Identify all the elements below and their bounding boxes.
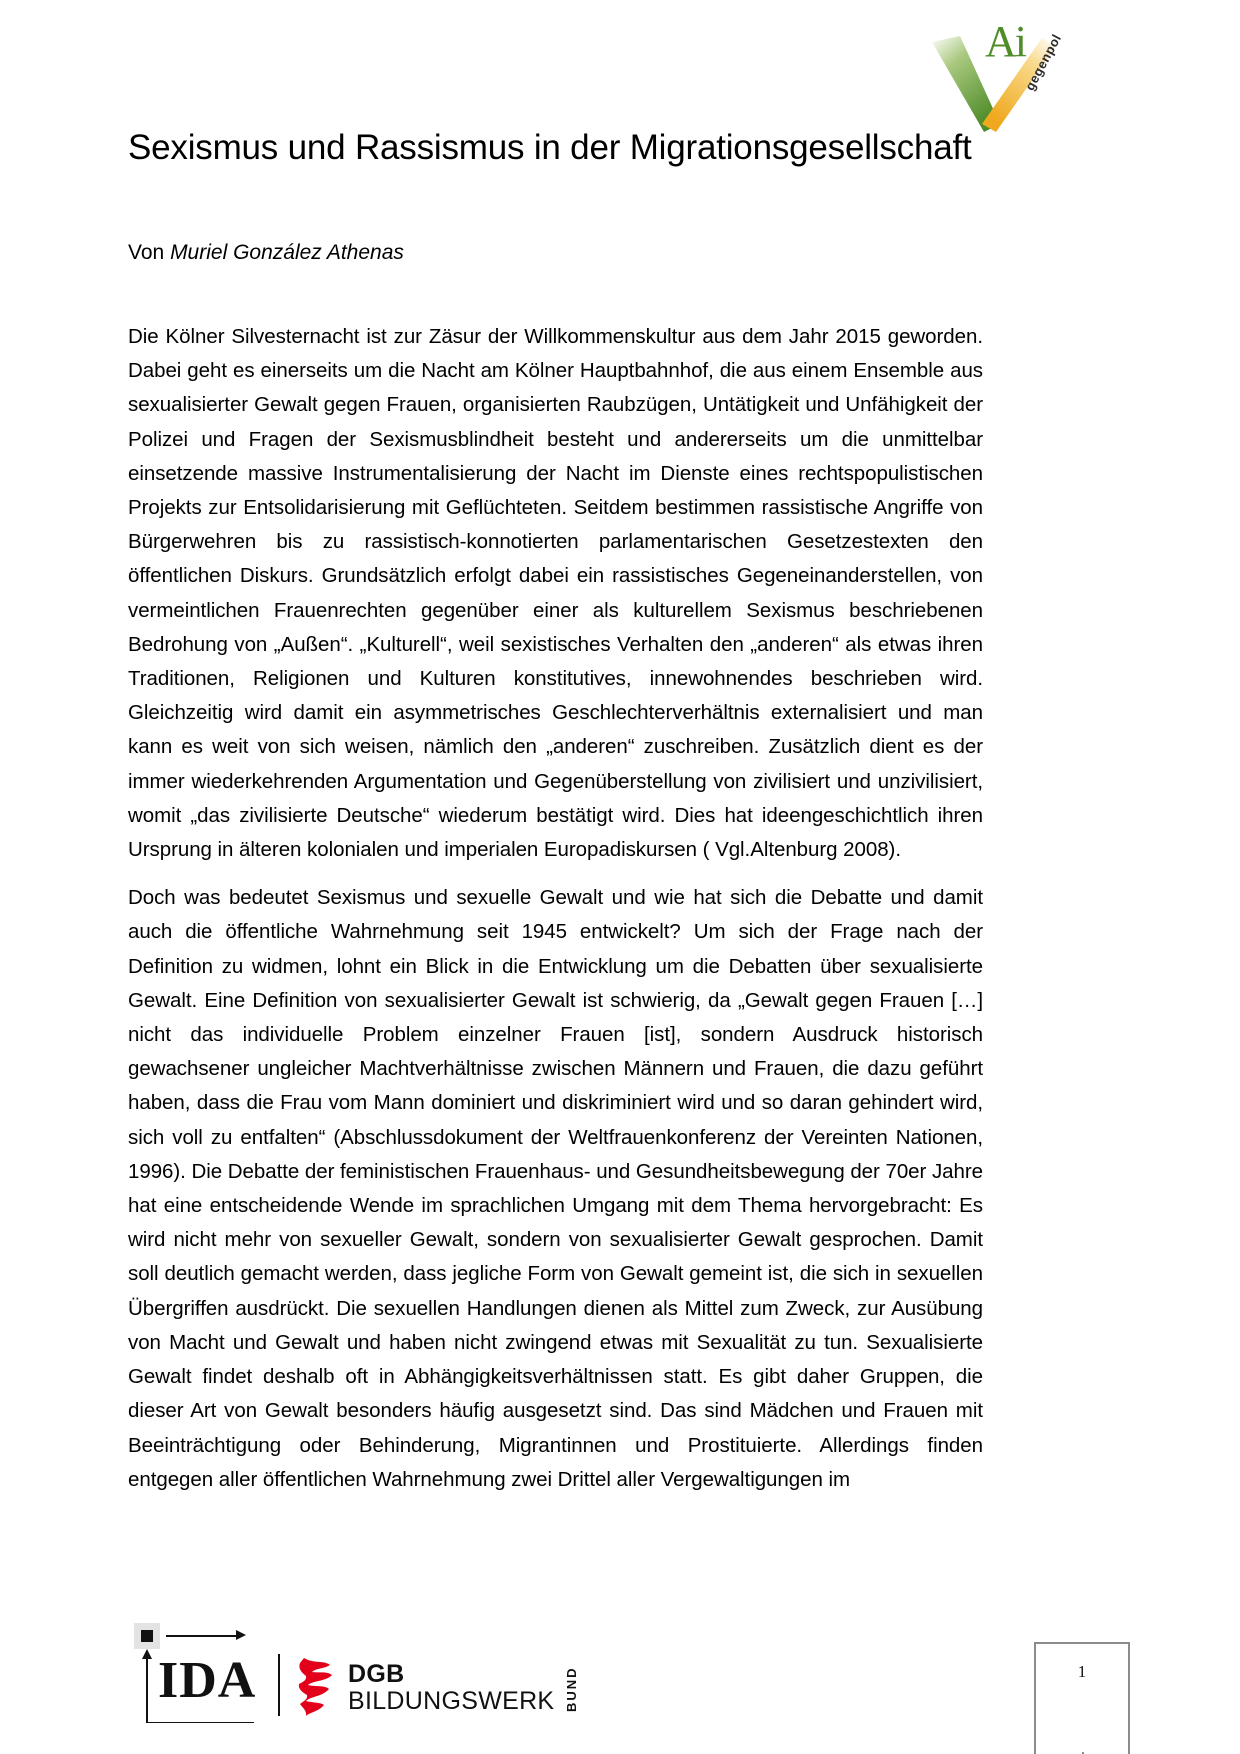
gegenpol-logo [930,14,1070,134]
footer-divider [278,1654,280,1716]
dgb-wordmark [348,1662,554,1714]
footer-logo-group [122,1621,579,1726]
ida-logo [122,1621,272,1726]
dgb-line-2: BILDUNGSWERK [348,1687,555,1715]
byline-prefix: Von [128,241,165,264]
page-title: Sexismus und Rassismus in der Migrationsgesellschaft [128,128,972,167]
ida-wordmark: IDA [158,1652,257,1709]
author-name: Muriel González Athenas [170,241,404,264]
dgb-bildungswerk-logo [294,1656,579,1718]
page-number-box [1034,1642,1130,1754]
dgb-line-1: DGB [348,1660,405,1688]
ida-bottom-axis-icon [146,1722,254,1724]
ida-square-inner-icon [141,1630,153,1642]
dgb-flame-icon [294,1656,336,1718]
ida-right-arrow-icon [236,1630,246,1640]
dgb-bund-label: BUND [564,1666,580,1712]
paragraph-1: Die Kölner Silvesternacht ist zur Zäsur der Willkommenskultur aus dem Jahr 2015 geworden. Dabei geht es einerseits um die Nacht am Kölner Hauptbahnhof, die aus einem Ensemble aus sexualisierter Gewalt gegen Frauen, organisierten Raubzügen, Untätigkeit und Unfähigkeit der Polizei und Fragen der Sexismusblindheit besteht und andererseits um die unmittelbar einsetzende massive Instrumentalisierung der Nacht im Dienste eines rechtspopulistischen Projekts zur Entsolidarisierung mit Geflüchteten. Seitdem bestimmen rassistische Angriffe von Bürgerwehren bis zu rassistisch-konnotierten parlamentarischen Gesetzestexten den öffentlichen Diskurs. Grundsätzlich erfolgt dabei ein rassistisches Gegeneinanderstellen, von vermeintlichen Frauenrechten gegenüber einer als kulturellem Sexismus beschriebenen Bedrohung von „Außen“. „Kulturell“, weil sexistisches Verhalten den „anderen“ als etwas ihren Traditionen, Religionen und Kulturen konstitutives, innewohnendes beschrieben wird. Gleichzeitig wird damit ein asymmetrisches Geschlechterverhältnis externalisiert und man kann es weit von sich weisen, nämlich den „anderen“ zuschreiben. Zusätzlich dient es der immer wiederkehrenden Argumentation und Gegenüberstellung von zivilisiert und unzivilisiert, womit „das zivilisierte Deutsche“ wiederum bestätigt wird. Dies hat ideengeschichtlich ihren Ursprung in älteren kolonialen und imperialen Europadiskursen ( Vgl.Altenburg 2008). [128,325,983,862]
ida-top-axis-icon [166,1635,238,1637]
logo-wordmark: gegenpol [1022,31,1065,94]
page-footer [0,1614,1240,1754]
page-number: 1 [1077,1662,1087,1681]
logo-letters: Ai [985,17,1025,66]
ida-vertical-axis-icon [146,1657,148,1723]
body-text [128,320,983,1497]
byline [128,239,404,267]
paragraph-2: Doch was bedeutet Sexismus und sexuelle Gewalt und wie hat sich die Debatte und damit auch die öffentliche Wahrnehmung seit 1945 entwickelt? Um sich der Frage nach der Definition zu widmen, lohnt ein Blick in die Entwicklung um die Debatten über sexualisierte Gewalt. Eine Definition von sexualisierter Gewalt ist schwierig, da „Gewalt gegen Frauen […] nicht das individuelle Problem einzelner Frauen [ist], sondern Ausdruck historisch gewachsener ungleicher Machtverhältnisse zwischen Männern und Frauen, die dazu geführt haben, dass die Frau vom Mann dominiert und diskriminiert wird und so daran gehindert wird, sich voll zu entfalten“ (Abschlussdokument der Weltfrauenkonferenz der Vereinten Nationen, 1996). Die Debatte der feministischen Frauenhaus- und Gesundheitsbewegung der 70er Jahre hat eine entscheidende Wende im sprachlichen Umgang mit dem Thema hervorgebracht: Es wird nicht mehr von sexueller Gewalt, sondern von sexualisierter Gewalt gesprochen. Damit soll deutlich gemacht werden, dass jegliche Form von Gewalt gemeint ist, die sich in sexuellen Übergriffen ausdrückt. Die sexuellen Handlungen dienen als Mittel zum Zweck, zur Ausübung von Macht und Gewalt und haben nicht zwingend etwas mit Sexualität zu tun. Sexualisierte Gewalt findet deshalb oft in Abhängigkeitsverhältnissen statt. Es gibt daher Gruppen, die dieser Art von Gewalt besonders häufig ausgesetzt sind. Das sind Mädchen und Frauen mit Beeinträchtigung oder Behinderung, Migrantinnen und Prostituierte. Allerdings finden entgegen aller öffentlichen Wahrnehmung zwei Drittel aller Vergewaltigungen im [128,886,983,1491]
